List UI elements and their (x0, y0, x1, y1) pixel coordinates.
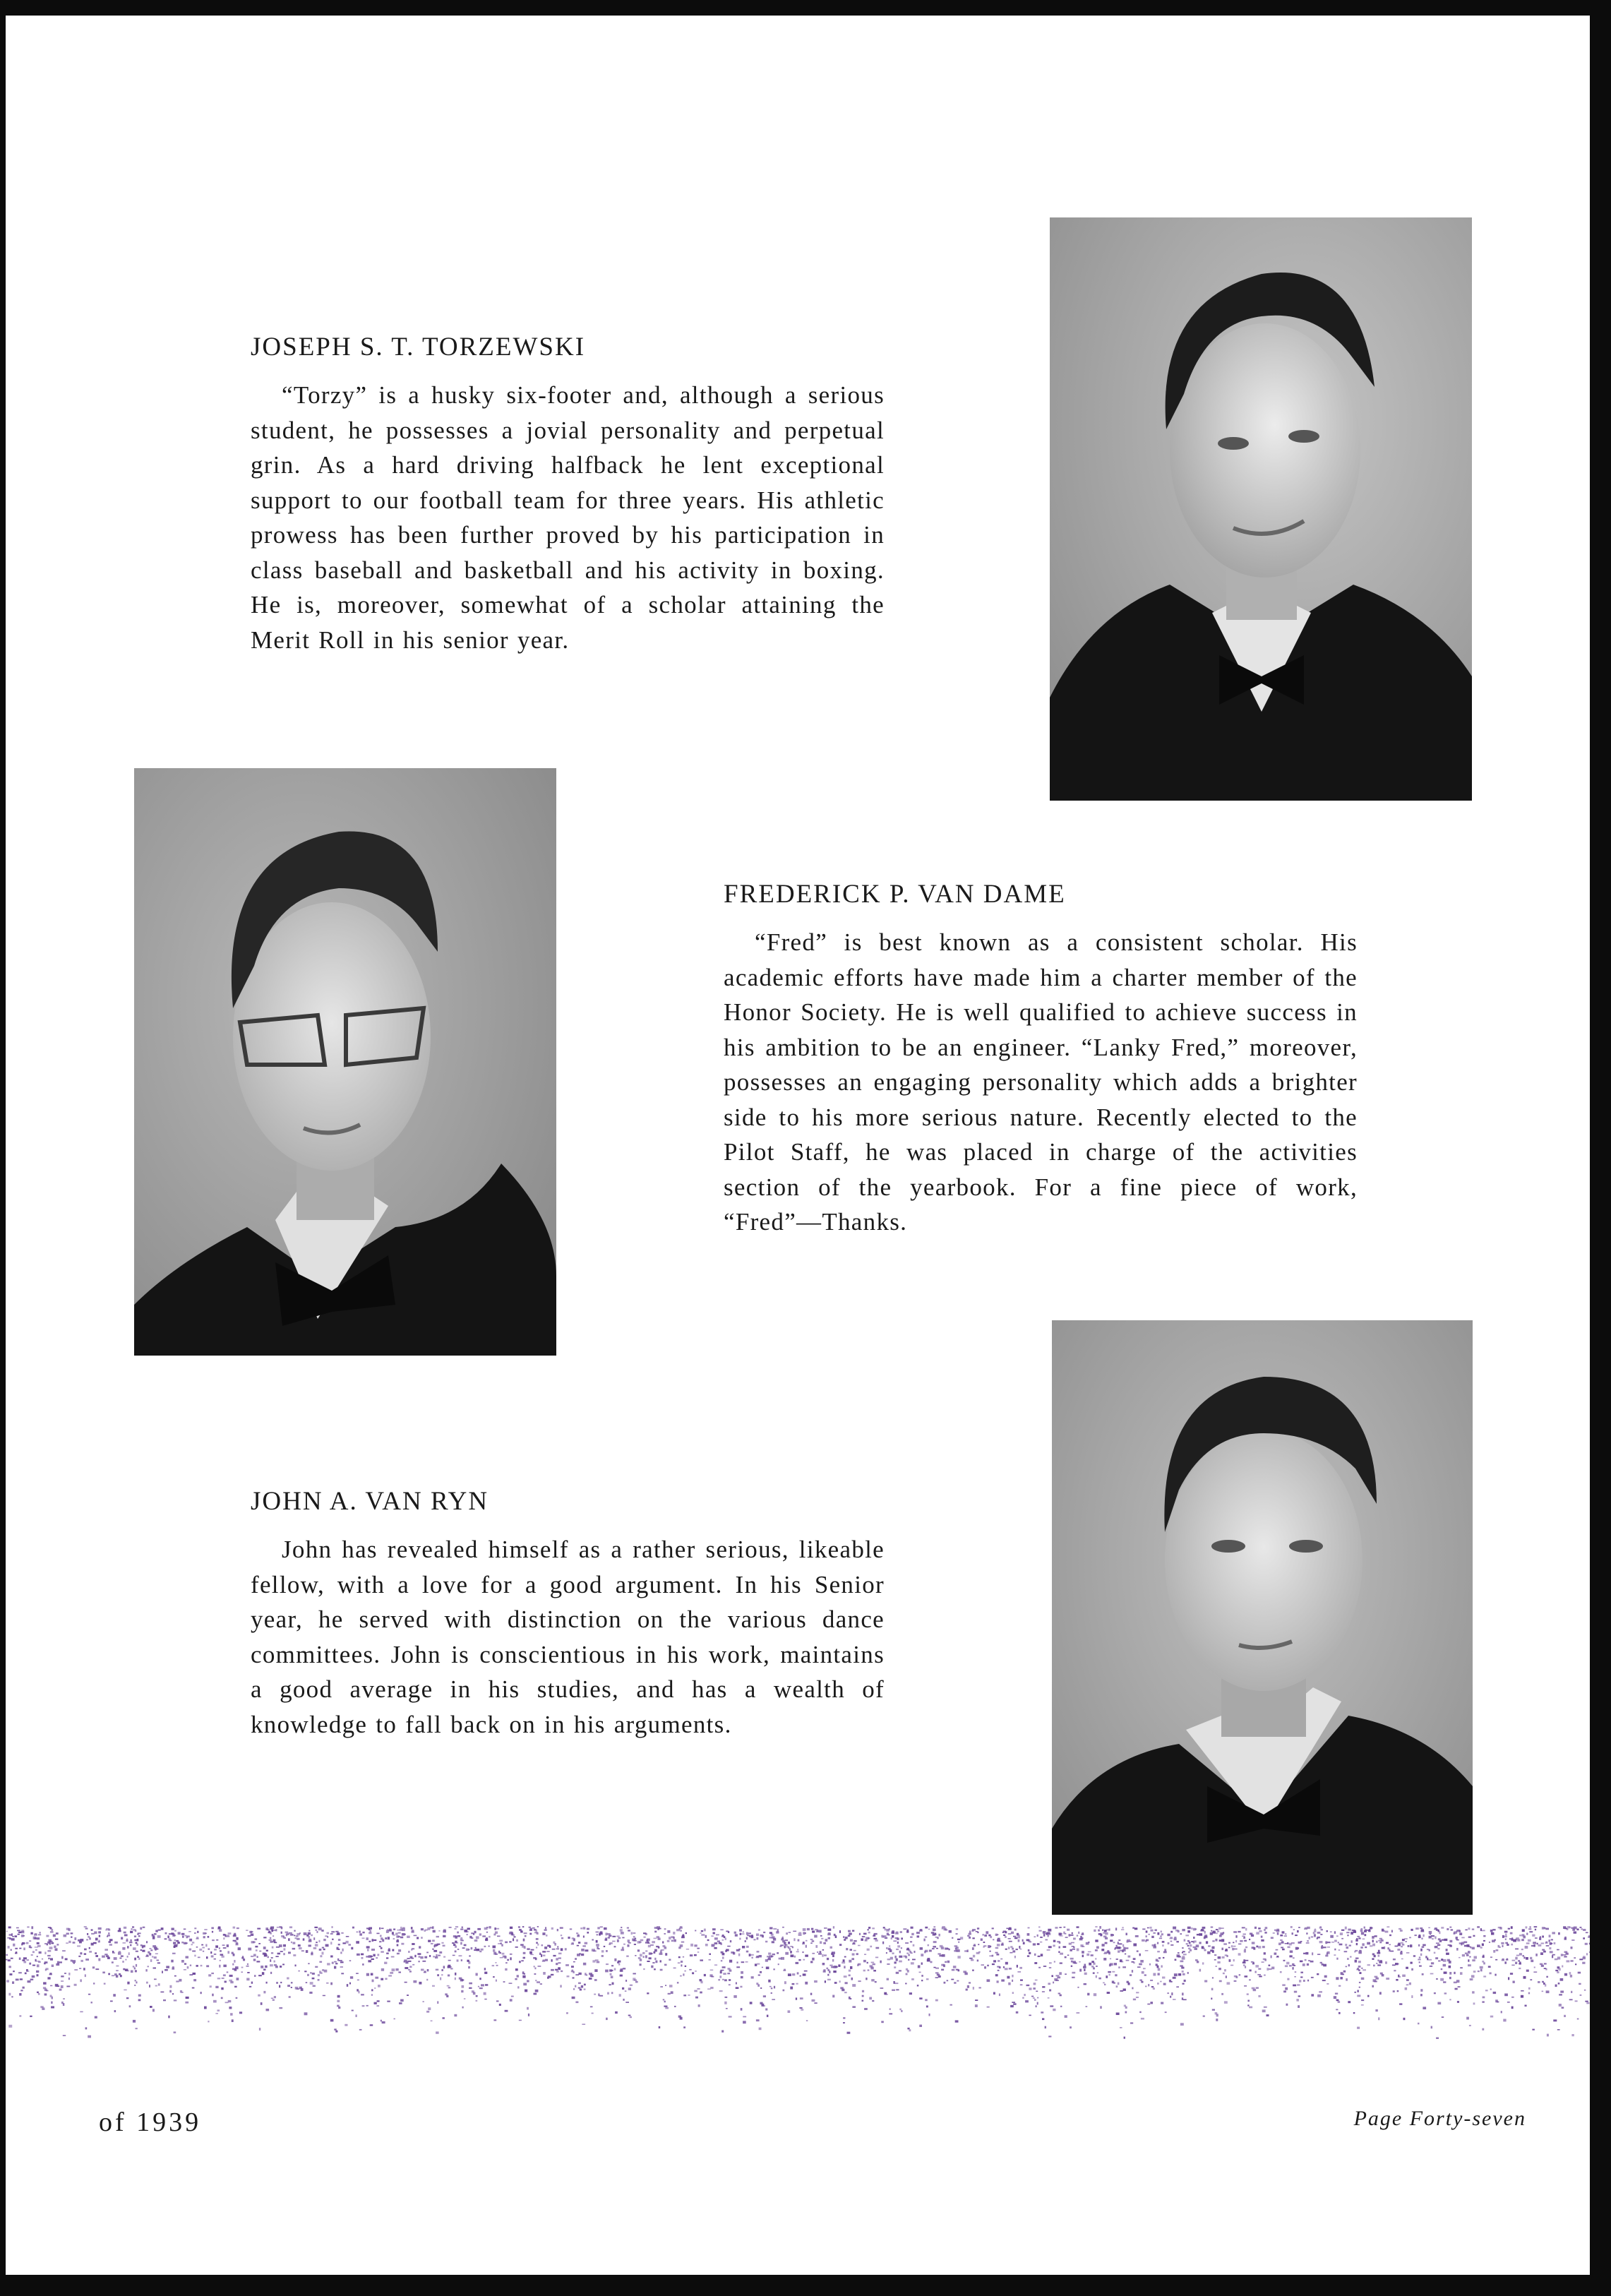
bio-name: FREDERICK P. VAN DAME (724, 880, 1066, 909)
portrait-photo-van-ryn (1052, 1320, 1473, 1915)
decorative-stipple-band (6, 1926, 1590, 2039)
scan-border-left (0, 0, 6, 2296)
bio-name: JOHN A. VAN RYN (251, 1487, 489, 1516)
scan-border-top (0, 0, 1611, 16)
bio-text: John has revealed himself as a rather serious, likeable fellow, with a love for a good argument. In his Senior year, he served with distinction on the various dance committees. John is conscientious in his work, maintains a good average in his studies, and has a wealth of knowledge to fall back on in his arguments. (251, 1536, 885, 1738)
bio-name: JOSEPH S. T. TORZEWSKI (251, 333, 586, 361)
bio-van-dame (724, 879, 1358, 1240)
portrait-photo-van-dame (134, 768, 556, 1356)
footer-page-number: Page Forty-seven (1353, 2107, 1526, 2130)
bio-text: “Torzy” is a husky six-footer and, although a serious student, he possesses a jovial personality and perpetual grin. As a hard driving halfback he lent exceptional support to our football team for three years. His athletic prowess has been further proved by his participation in class baseball and basketball and his activity in boxing. He is, moreover, somewhat of a scholar attaining the Merit Roll in his senior year. (251, 381, 885, 654)
bio-van-ryn (251, 1486, 885, 1742)
bio-text: “Fred” is best known as a consistent scholar. His academic efforts have made him a charter member of the Honor Society. He is well qualified to achieve success in his ambition to be an engineer. “Lanky Fred,” moreover, possesses an engaging personality which adds a brighter side to his more serious nature. Recently elected to the Pilot Staff, he was placed in charge of the activities section of the yearbook. For a fine piece of work, “Fred”—Thanks. (724, 928, 1358, 1236)
portrait-photo-torzewski (1050, 217, 1472, 801)
bio-torzewski (251, 332, 885, 657)
footer-year: of 1939 (99, 2107, 202, 2137)
scan-border-right (1590, 0, 1611, 2296)
scan-border-bottom (0, 2275, 1611, 2296)
